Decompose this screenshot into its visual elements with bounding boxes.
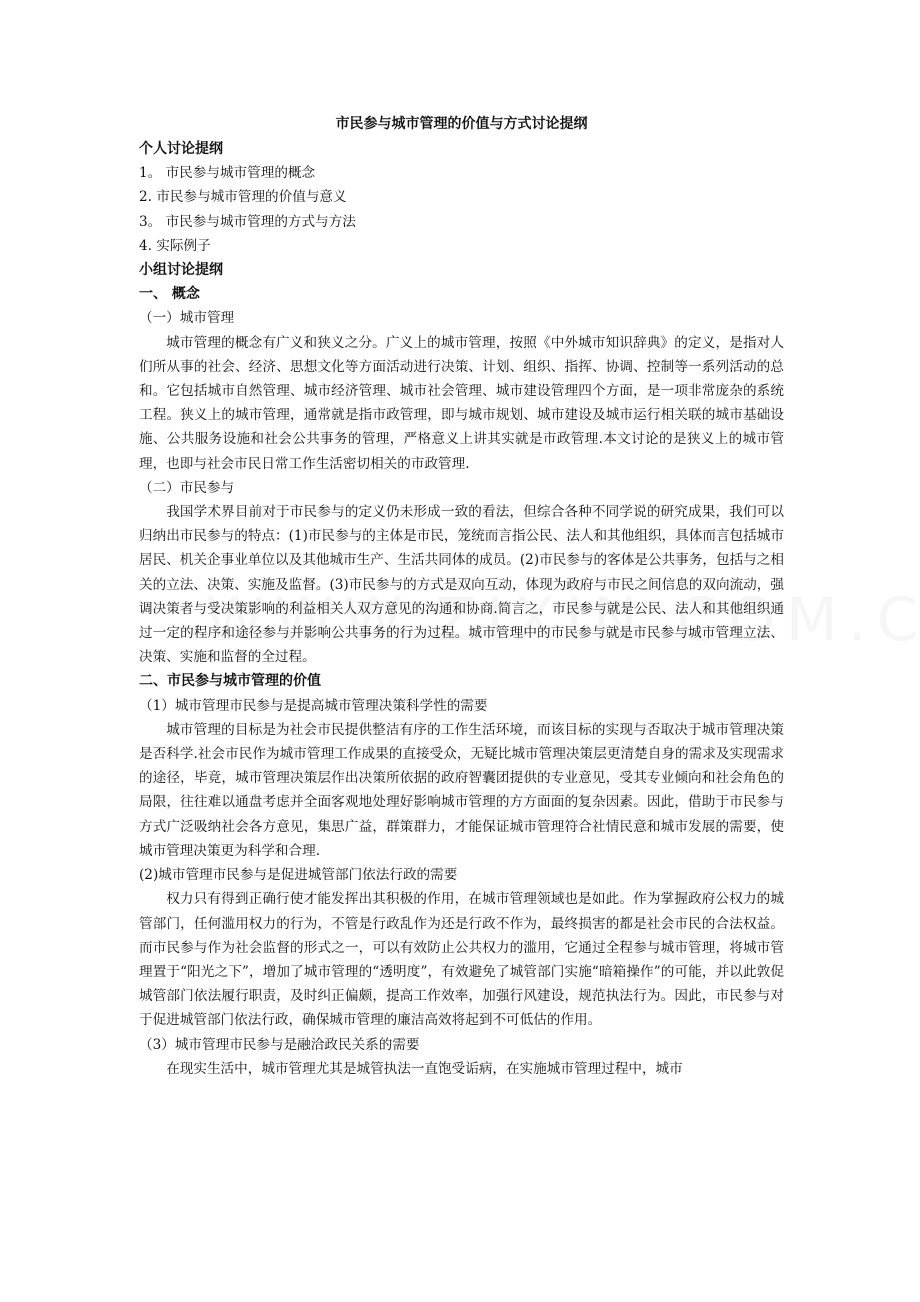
group-outline-heading: 小组讨论提纲 xyxy=(139,262,223,279)
subsection-heading: （二）市民参与 xyxy=(139,479,235,496)
subsection-heading: （一）城市管理 xyxy=(139,310,235,327)
personal-outline-item: 2. 市民参与城市管理的价值与意义 xyxy=(139,189,347,206)
subsection-heading: （1）城市管理市民参与是提高城市管理决策科学性的需要 xyxy=(139,697,488,714)
subsection-heading: (2)城市管理市民参与是促进城管部门依法行政的需要 xyxy=(139,867,458,884)
subsection-heading: （3）城市管理市民参与是融洽政民关系的需要 xyxy=(139,1036,420,1053)
body-paragraph: 城市管理的目标是为社会市民提供整洁有序的工作生活环境，而该目标的实现与否取决于城市管理决策是否科学.社会市民作为城市管理工作成果的直接受众，无疑比城市管理决策层更清楚自身的需求及实现需求的途径，毕竟，城市管理决策层作出决策所依据的政府智囊团提供的专业意见，受其专业倾向和社会角色的局限，往往难以通盘考虑并全面客观地处理好影响城市管理的方方面面的复杂因素。因此，借助于市民参与方式广泛吸纳社会各方意见，集思广益，群策群力，才能保证城市管理符合社情民意和城市发展的需要，使城市管理决策更为科学和合理. xyxy=(139,721,784,859)
body-paragraph: 在现实生活中，城市管理尤其是城管执法一直饱受诟病，在实施城市管理过程中，城市 xyxy=(166,1060,683,1077)
personal-outline-item: 4. 实际例子 xyxy=(139,237,211,254)
section-heading: 二、市民参与城市管理的价值 xyxy=(139,673,321,690)
document-title: 市民参与城市管理的价值与方式讨论提纲 xyxy=(335,116,588,132)
body-paragraph: 我国学术界目前对于市民参与的定义仍未形成一致的看法，但综合各种不同学说的研究成果，我们可以归纳出市民参与的特点：(1)市民参与的主体是市民，笼统而言指公民、法人和其他组织，具体而言包括城市居民、机关企事业单位以及其他城市生产、生活共同体的成员。(2)市民参与的客体是公共事务，包括与之相关的立法、决策、实施及监督。(3)市民参与的方式是双向互动，体现为政府与市民之间信息的双向流动，强调决策者与受决策影响的利益相关人双方意见的沟通和协商.简言之，市民参与就是公民、法人和其他组织通过一定的程序和途径参与并影响公共事务的行为过程。城市管理中的市民参与就是市民参与城市管理立法、决策、实施和监督的全过程。 xyxy=(139,504,784,666)
personal-outline-item: 3。 市民参与城市管理的方式与方法 xyxy=(139,213,356,230)
section-heading: 一、 概念 xyxy=(139,286,200,303)
document-page xyxy=(139,112,784,1081)
body-paragraph: 权力只有得到正确行使才能发挥出其积极的作用，在城市管理领域也是如此。作为掌握政府公权力的城管部门，任何滥用权力的行为，不管是行政乱作为还是行政不作为，最终损害的都是社会市民的合法权益。而市民参与作为社会监督的形式之一，可以有效防止公共权力的滥用，它通过全程参与城市管理，将城市管理置于“阳光之下”，增加了城市管理的“透明度”，有效避免了城管部门实施“暗箱操作”的可能，并以此敦促城管部门依法履行职责，及时纠正偏颇，提高工作效率，加强行风建设，规范执法行为。因此，市民参与对于促进城管部门依法行政，确保城市管理的廉洁高效将起到不可低估的作用。 xyxy=(139,891,784,1029)
personal-outline-item: 1。 市民参与城市管理的概念 xyxy=(139,165,316,182)
personal-outline-heading: 个人讨论提纲 xyxy=(139,141,223,157)
body-paragraph: 城市管理的概念有广义和狭义之分。广义上的城市管理，按照《中外城市知识辞典》的定义，是指对人们所从事的社会、经济、思想文化等方面活动进行决策、计划、组织、指挥、协调、控制等一系列活动的总和。它包括城市自然管理、城市经济管理、城市社会管理、城市建设管理四个方面，是一项非常庞杂的系统工程。狭义上的城市管理，通常就是指市政管理，即与城市规划、城市建设及城市运行相关联的城市基础设施、公共服务设施和社会公共事务的管理，严格意义上讲其实就是市政管理.本文讨论的是狭义上的城市管理，也即与社会市民日常工作生活密切相关的市政管理. xyxy=(139,334,784,472)
